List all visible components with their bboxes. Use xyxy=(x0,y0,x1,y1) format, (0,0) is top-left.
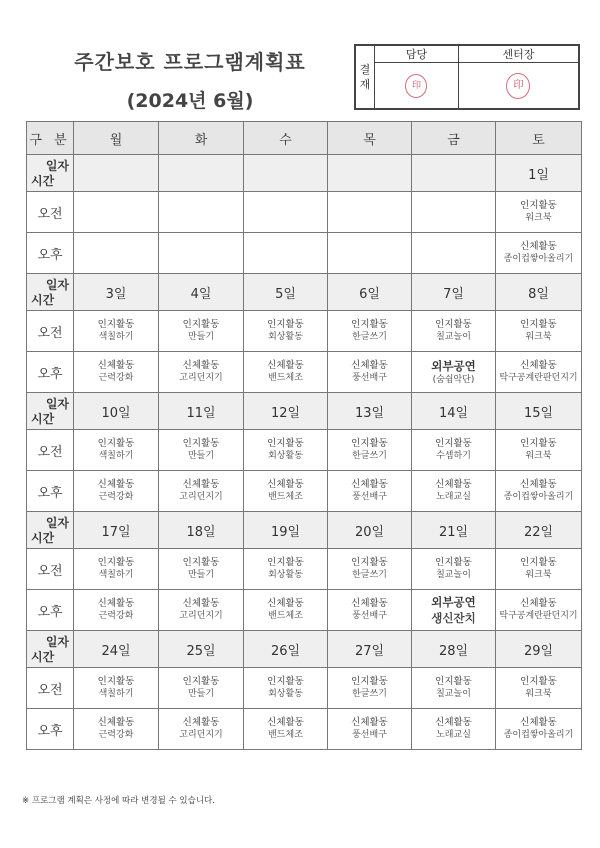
activity-detail: 근력강화 xyxy=(98,492,134,502)
activity-category: 인지활동 xyxy=(435,557,472,568)
activity-detail: 색칠하기 xyxy=(98,570,134,580)
activity-cell xyxy=(412,430,496,471)
activity-detail: 칠교놀이 xyxy=(436,570,471,580)
activity-cell xyxy=(412,311,496,352)
activity-category: 신체활동 xyxy=(520,479,557,490)
activity-detail: 탁구공계란판던지기 xyxy=(499,373,578,383)
date-cell: 4일 xyxy=(159,274,244,311)
activity-cell xyxy=(159,549,244,590)
activity-cell xyxy=(496,352,582,393)
activity-detail: 회상활동 xyxy=(268,689,303,699)
activity-category: 신체활동 xyxy=(267,598,304,609)
activity-cell xyxy=(328,709,412,750)
activity-cell xyxy=(74,192,159,233)
activity-category: 인지활동 xyxy=(97,557,135,568)
date-cell: 27일 xyxy=(328,631,412,668)
approval-stamp-cell-staff xyxy=(375,63,459,109)
afternoon-row xyxy=(27,471,582,512)
activity-detail: 탁구공계란판던지기 xyxy=(499,611,578,621)
activity-cell xyxy=(74,430,159,471)
approval-col-staff: 담당 xyxy=(375,46,459,63)
activity-category: 신체활동 xyxy=(520,241,557,252)
activity-detail: 색칠하기 xyxy=(98,451,134,461)
morning-row xyxy=(27,668,582,709)
approval-col-director: 센터장 xyxy=(458,46,578,63)
header-corner: 구 분 xyxy=(27,122,74,155)
activity-cell xyxy=(74,590,159,631)
activity-category: 인지활동 xyxy=(435,319,472,330)
date-cell: 7일 xyxy=(412,274,496,311)
date-cell: 24일 xyxy=(74,631,159,668)
activity-cell xyxy=(244,352,328,393)
activity-cell xyxy=(412,668,496,709)
morning-row xyxy=(27,311,582,352)
afternoon-label: 오후 xyxy=(27,590,74,631)
activity-detail: 풍선배구 xyxy=(352,611,387,621)
program-schedule-table xyxy=(26,121,582,750)
seal-stamp-icon: 印 xyxy=(506,73,530,99)
date-cell xyxy=(244,155,328,192)
activity-detail: 워크북 xyxy=(525,451,552,461)
activity-cell xyxy=(328,668,412,709)
time-label: 시간 xyxy=(31,531,55,545)
activity-category: 인지활동 xyxy=(351,676,388,687)
activity-category: 인지활동 xyxy=(435,438,472,449)
week-date-row xyxy=(27,631,582,668)
activity-detail: 종이컵쌓아올리기 xyxy=(503,492,574,502)
morning-label: 오전 xyxy=(27,311,74,352)
date-cell xyxy=(74,155,159,192)
header-day: 토 xyxy=(496,122,582,155)
activity-cell xyxy=(328,590,412,631)
activity-cell xyxy=(74,311,159,352)
date-cell: 5일 xyxy=(244,274,328,311)
afternoon-row xyxy=(27,233,582,274)
activity-detail: 풍선배구 xyxy=(352,730,387,740)
activity-cell xyxy=(159,352,244,393)
activity-detail: 노래교실 xyxy=(436,730,471,740)
date-cell: 14일 xyxy=(412,393,496,430)
activity-category: 외부공연 xyxy=(431,358,476,373)
activity-detail: 고리던지기 xyxy=(179,730,223,740)
morning-label: 오전 xyxy=(27,430,74,471)
activity-detail: 노래교실 xyxy=(436,492,471,502)
activity-cell xyxy=(412,192,496,233)
activity-detail: 만들기 xyxy=(187,570,215,580)
activity-category: 인지활동 xyxy=(351,557,388,568)
week-date-row xyxy=(27,155,582,192)
activity-detail: 워크북 xyxy=(525,570,552,580)
activity-cell xyxy=(244,430,328,471)
activity-cell xyxy=(328,549,412,590)
activity-detail: 밴드체조 xyxy=(268,730,303,740)
activity-cell xyxy=(159,471,244,512)
activity-detail: 색칠하기 xyxy=(98,689,134,699)
activity-cell xyxy=(244,192,328,233)
activity-detail: 한글쓰기 xyxy=(352,332,387,342)
activity-category: 인지활동 xyxy=(182,319,220,330)
afternoon-label: 오후 xyxy=(27,233,74,274)
header-day: 월 xyxy=(74,122,159,155)
activity-category: 인지활동 xyxy=(520,438,557,449)
activity-detail: 생신잔치 xyxy=(431,611,476,625)
activity-cell xyxy=(244,549,328,590)
weekday-header-row xyxy=(27,122,582,155)
activity-category: 인지활동 xyxy=(351,319,388,330)
date-cell: 19일 xyxy=(244,512,328,549)
approval-side-label-2: 재 xyxy=(359,78,371,91)
activity-category: 인지활동 xyxy=(182,557,220,568)
activity-category: 신체활동 xyxy=(267,360,304,371)
activity-cell xyxy=(74,709,159,750)
activity-detail: 근력강화 xyxy=(98,373,134,383)
date-cell: 28일 xyxy=(412,631,496,668)
time-label: 시간 xyxy=(31,293,55,307)
activity-category: 신체활동 xyxy=(182,479,220,490)
time-label: 시간 xyxy=(31,650,55,664)
activity-cell xyxy=(412,471,496,512)
morning-row xyxy=(27,192,582,233)
afternoon-row xyxy=(27,590,582,631)
morning-label: 오전 xyxy=(27,192,74,233)
activity-cell xyxy=(328,233,412,274)
activity-detail: 밴드체조 xyxy=(268,492,303,502)
date-cell: 6일 xyxy=(328,274,412,311)
activity-cell xyxy=(74,668,159,709)
date-cell: 21일 xyxy=(412,512,496,549)
activity-cell xyxy=(159,668,244,709)
activity-category: 인지활동 xyxy=(520,319,557,330)
activity-cell xyxy=(412,352,496,393)
activity-detail: 워크북 xyxy=(525,213,552,223)
activity-category: 인지활동 xyxy=(520,557,557,568)
date-time-corner xyxy=(27,155,74,192)
date-cell xyxy=(412,155,496,192)
activity-category: 신체활동 xyxy=(435,717,472,728)
activity-category: 인지활동 xyxy=(267,557,304,568)
date-label: 일자 xyxy=(45,635,69,649)
week-date-row xyxy=(27,512,582,549)
header-day: 화 xyxy=(159,122,244,155)
activity-cell xyxy=(412,549,496,590)
activity-category: 인지활동 xyxy=(97,676,135,687)
activity-category: 신체활동 xyxy=(97,598,135,609)
activity-category: 인지활동 xyxy=(267,676,304,687)
activity-detail: 밴드체조 xyxy=(268,373,303,383)
activity-detail: 회상활동 xyxy=(268,332,303,342)
time-label: 시간 xyxy=(31,412,55,426)
activity-category: 신체활동 xyxy=(351,360,388,371)
activity-category: 신체활동 xyxy=(97,479,135,490)
date-cell: 10일 xyxy=(74,393,159,430)
morning-row xyxy=(27,549,582,590)
page-subtitle: (2024년 6월) xyxy=(126,90,254,112)
afternoon-label: 오후 xyxy=(27,352,74,393)
date-cell xyxy=(159,155,244,192)
activity-cell xyxy=(412,709,496,750)
activity-cell xyxy=(244,471,328,512)
activity-cell xyxy=(496,233,582,274)
approval-side-label xyxy=(356,46,375,109)
activity-category: 신체활동 xyxy=(182,360,220,371)
date-cell: 26일 xyxy=(244,631,328,668)
activity-detail: 워크북 xyxy=(525,689,552,699)
activity-cell xyxy=(328,352,412,393)
date-cell: 1일 xyxy=(496,155,582,192)
activity-detail: 색칠하기 xyxy=(98,332,134,342)
date-cell: 11일 xyxy=(159,393,244,430)
activity-cell xyxy=(74,471,159,512)
activity-category: 신체활동 xyxy=(520,598,557,609)
activity-cell xyxy=(159,430,244,471)
activity-category: 인지활동 xyxy=(520,676,557,687)
activity-cell xyxy=(328,311,412,352)
activity-detail: 회상활동 xyxy=(268,570,303,580)
activity-category: 인지활동 xyxy=(97,319,135,330)
time-label: 시간 xyxy=(31,174,55,188)
morning-label: 오전 xyxy=(27,549,74,590)
date-cell: 25일 xyxy=(159,631,244,668)
activity-cell xyxy=(328,430,412,471)
activity-category: 인지활동 xyxy=(182,438,220,449)
activity-detail: 만들기 xyxy=(187,332,215,342)
activity-category: 인지활동 xyxy=(351,438,388,449)
date-cell: 3일 xyxy=(74,274,159,311)
activity-detail: 종이컵쌓아올리기 xyxy=(503,730,574,740)
activity-cell xyxy=(496,430,582,471)
date-cell: 20일 xyxy=(328,512,412,549)
activity-detail: 만들기 xyxy=(187,451,215,461)
date-cell: 18일 xyxy=(159,512,244,549)
activity-category: 신체활동 xyxy=(435,479,472,490)
activity-detail: 워크북 xyxy=(525,332,552,342)
activity-cell xyxy=(159,590,244,631)
activity-detail: 근력강화 xyxy=(98,611,134,621)
date-label: 일자 xyxy=(45,278,69,292)
activity-cell xyxy=(244,233,328,274)
approval-box xyxy=(354,44,580,110)
activity-detail: 풍선배구 xyxy=(352,492,387,502)
date-cell xyxy=(328,155,412,192)
page-title: 주간보호 프로그램계획표 xyxy=(74,50,306,74)
activity-detail: 종이컵쌓아올리기 xyxy=(503,254,574,264)
date-time-corner xyxy=(27,393,74,430)
activity-detail: 고리던지기 xyxy=(179,373,223,383)
activity-category: 신체활동 xyxy=(267,717,304,728)
date-time-corner xyxy=(27,512,74,549)
date-cell: 29일 xyxy=(496,631,582,668)
week-date-row xyxy=(27,274,582,311)
afternoon-label: 오후 xyxy=(27,709,74,750)
date-time-corner xyxy=(27,631,74,668)
activity-detail: 만들기 xyxy=(187,689,215,699)
date-cell: 12일 xyxy=(244,393,328,430)
activity-category: 신체활동 xyxy=(267,479,304,490)
activity-category: 신체활동 xyxy=(520,717,557,728)
footnote: ※ 프로그램 계획은 사정에 따라 변경될 수 있습니다. xyxy=(22,796,215,806)
approval-side-label-1: 결 xyxy=(359,63,371,76)
activity-cell xyxy=(412,233,496,274)
activity-cell xyxy=(244,311,328,352)
activity-cell xyxy=(496,709,582,750)
activity-category: 신체활동 xyxy=(97,717,135,728)
activity-category: 신체활동 xyxy=(97,360,135,371)
morning-row xyxy=(27,430,582,471)
activity-detail: 수셈하기 xyxy=(436,451,471,461)
activity-cell xyxy=(159,709,244,750)
header-day: 목 xyxy=(328,122,412,155)
activity-category: 인지활동 xyxy=(182,676,220,687)
activity-category: 신체활동 xyxy=(351,598,388,609)
activity-detail: 칠교놀이 xyxy=(436,332,471,342)
activity-category: 인지활동 xyxy=(435,676,472,687)
activity-cell xyxy=(159,192,244,233)
activity-detail: 한글쓰기 xyxy=(352,570,387,580)
activity-cell xyxy=(159,311,244,352)
date-cell: 22일 xyxy=(496,512,582,549)
activity-cell xyxy=(496,311,582,352)
header-day: 금 xyxy=(412,122,496,155)
activity-detail: 회상활동 xyxy=(268,451,303,461)
activity-category: 신체활동 xyxy=(182,717,220,728)
activity-category: 신체활동 xyxy=(351,479,388,490)
seal-stamp-icon: 印 xyxy=(405,74,427,98)
activity-cell xyxy=(496,192,582,233)
activity-cell xyxy=(74,549,159,590)
date-cell: 17일 xyxy=(74,512,159,549)
activity-category: 신체활동 xyxy=(520,360,557,371)
activity-category: 외부공연 xyxy=(431,595,476,609)
activity-cell xyxy=(328,471,412,512)
afternoon-row xyxy=(27,352,582,393)
activity-cell xyxy=(496,590,582,631)
activity-cell xyxy=(244,590,328,631)
activity-detail: (숨쉼악단) xyxy=(432,374,475,385)
activity-cell xyxy=(412,590,496,631)
activity-detail: 근력강화 xyxy=(98,730,134,740)
date-label: 일자 xyxy=(45,159,69,173)
activity-detail: 한글쓰기 xyxy=(352,451,387,461)
activity-detail: 풍선배구 xyxy=(352,373,387,383)
activity-detail: 칠교놀이 xyxy=(436,689,471,699)
activity-cell xyxy=(328,192,412,233)
activity-cell xyxy=(74,352,159,393)
date-cell: 13일 xyxy=(328,393,412,430)
activity-cell xyxy=(496,549,582,590)
activity-category: 신체활동 xyxy=(351,717,388,728)
date-label: 일자 xyxy=(45,516,69,530)
activity-cell xyxy=(244,709,328,750)
activity-category: 인지활동 xyxy=(267,438,304,449)
week-date-row xyxy=(27,393,582,430)
activity-detail: 고리던지기 xyxy=(179,492,223,502)
date-time-corner xyxy=(27,274,74,311)
activity-cell xyxy=(74,233,159,274)
activity-category: 인지활동 xyxy=(520,200,557,211)
activity-category: 인지활동 xyxy=(97,438,135,449)
afternoon-row xyxy=(27,709,582,750)
activity-category: 신체활동 xyxy=(182,598,220,609)
afternoon-label: 오후 xyxy=(27,471,74,512)
date-label: 일자 xyxy=(45,397,69,411)
activity-cell xyxy=(244,668,328,709)
header-day: 수 xyxy=(244,122,328,155)
approval-stamp-cell-director xyxy=(458,63,578,109)
activity-category: 인지활동 xyxy=(267,319,304,330)
activity-detail: 한글쓰기 xyxy=(352,689,387,699)
activity-cell xyxy=(496,471,582,512)
activity-cell xyxy=(159,233,244,274)
activity-detail: 고리던지기 xyxy=(179,611,223,621)
date-cell: 15일 xyxy=(496,393,582,430)
date-cell: 8일 xyxy=(496,274,582,311)
activity-detail: 밴드체조 xyxy=(268,611,303,621)
activity-cell xyxy=(496,668,582,709)
morning-label: 오전 xyxy=(27,668,74,709)
